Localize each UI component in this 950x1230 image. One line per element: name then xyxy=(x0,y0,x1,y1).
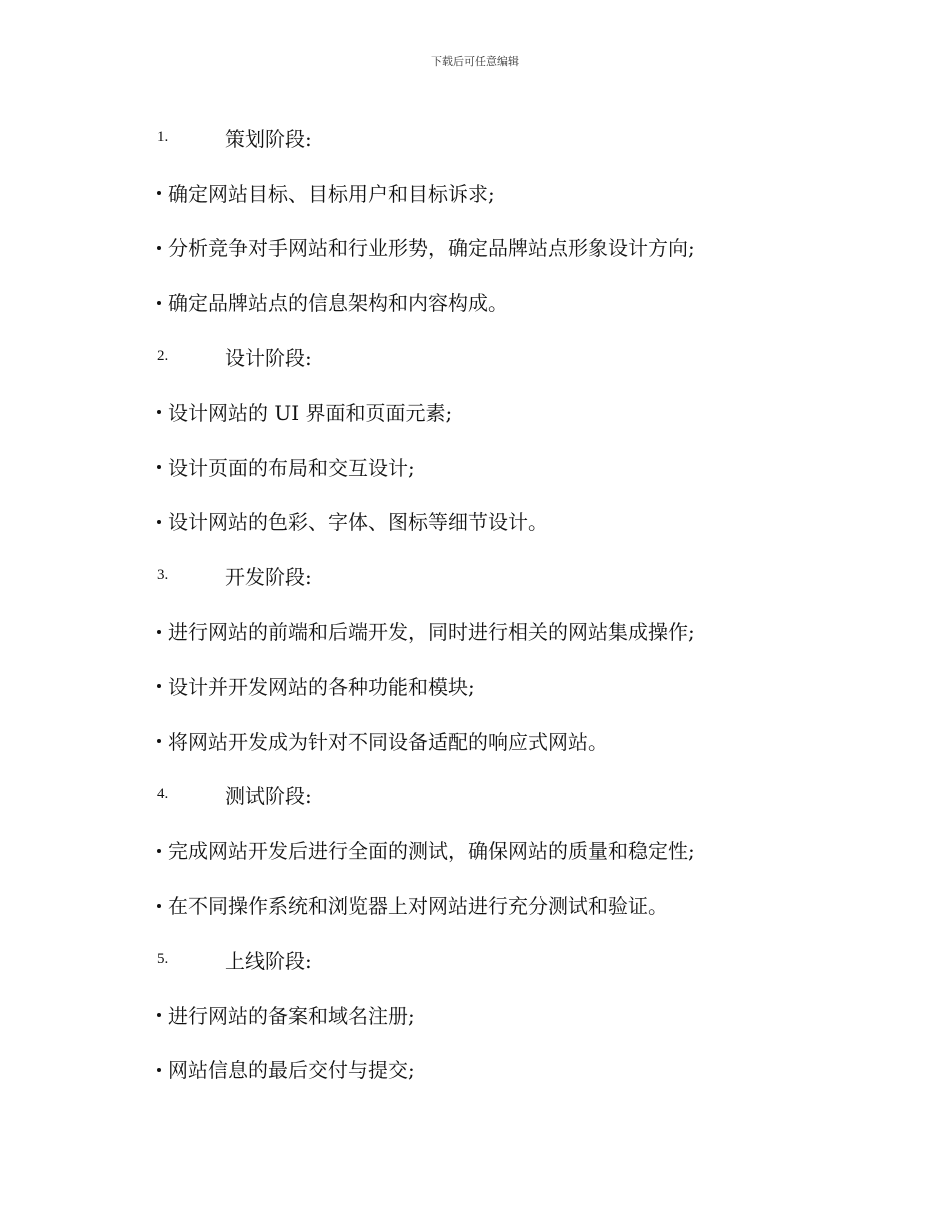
section-title: 测试阶段: xyxy=(225,784,312,809)
section-title: 设计阶段: xyxy=(225,346,312,371)
list-item-text: 设计网站的色彩、字体、图标等细节设计。 xyxy=(168,510,548,535)
list-item-text: 将网站开发成为针对不同设备适配的响应式网站。 xyxy=(168,729,608,754)
list-item-text: 确定网站目标、目标用户和目标诉求; xyxy=(168,181,495,206)
section-number: 3. xyxy=(157,567,169,584)
list-item xyxy=(157,1042,897,1097)
bullet-icon xyxy=(157,684,161,688)
section-number: 4. xyxy=(157,786,169,803)
list-item-text: 进行网站的前端和后端开发，同时进行相关的网站集成操作; xyxy=(168,620,695,645)
list-item-text: 设计网站的 UI 界面和页面元素; xyxy=(168,400,453,425)
list-item-text: 设计页面的布局和交互设计; xyxy=(168,455,415,480)
bullet-icon xyxy=(157,410,161,414)
section-title: 开发阶段: xyxy=(225,565,312,590)
section-title: 策划阶段: xyxy=(225,126,312,151)
document-body xyxy=(157,110,897,1096)
bullet-icon xyxy=(157,191,161,195)
bullet-icon xyxy=(157,1013,161,1017)
list-item xyxy=(157,658,897,713)
list-item xyxy=(157,220,897,275)
section-number: 2. xyxy=(157,348,169,365)
section-number: 5. xyxy=(157,950,169,967)
list-item xyxy=(157,439,897,494)
list-item xyxy=(157,494,897,549)
page-header: 下载后可任意编辑 xyxy=(431,55,519,68)
section-heading xyxy=(157,932,897,987)
list-item xyxy=(157,384,897,439)
list-item xyxy=(157,713,897,768)
list-item xyxy=(157,987,897,1042)
bullet-icon xyxy=(157,1068,161,1072)
bullet-icon xyxy=(157,630,161,634)
bullet-icon xyxy=(157,739,161,743)
list-item-text: 设计并开发网站的各种功能和模块; xyxy=(168,674,475,699)
section-heading xyxy=(157,548,897,603)
bullet-icon xyxy=(157,849,161,853)
section-heading xyxy=(157,329,897,384)
list-item-text: 网站信息的最后交付与提交; xyxy=(168,1058,415,1083)
list-item-text: 分析竞争对手网站和行业形势，确定品牌站点形象设计方向; xyxy=(168,236,695,261)
bullet-icon xyxy=(157,904,161,908)
list-item-text: 在不同操作系统和浏览器上对网站进行充分测试和验证。 xyxy=(168,894,668,919)
list-item xyxy=(157,877,897,932)
list-item xyxy=(157,603,897,658)
bullet-icon xyxy=(157,246,161,250)
bullet-icon xyxy=(157,301,161,305)
section-heading xyxy=(157,768,897,823)
bullet-icon xyxy=(157,465,161,469)
list-item-text: 完成网站开发后进行全面的测试，确保网站的质量和稳定性; xyxy=(168,839,695,864)
list-item xyxy=(157,274,897,329)
section-title: 上线阶段: xyxy=(225,948,312,973)
bullet-icon xyxy=(157,520,161,524)
list-item-text: 进行网站的备案和域名注册; xyxy=(168,1003,415,1028)
section-heading xyxy=(157,110,897,165)
section-number: 1. xyxy=(157,128,169,145)
list-item xyxy=(157,165,897,220)
list-item-text: 确定品牌站点的信息架构和内容构成。 xyxy=(168,291,508,316)
list-item xyxy=(157,822,897,877)
